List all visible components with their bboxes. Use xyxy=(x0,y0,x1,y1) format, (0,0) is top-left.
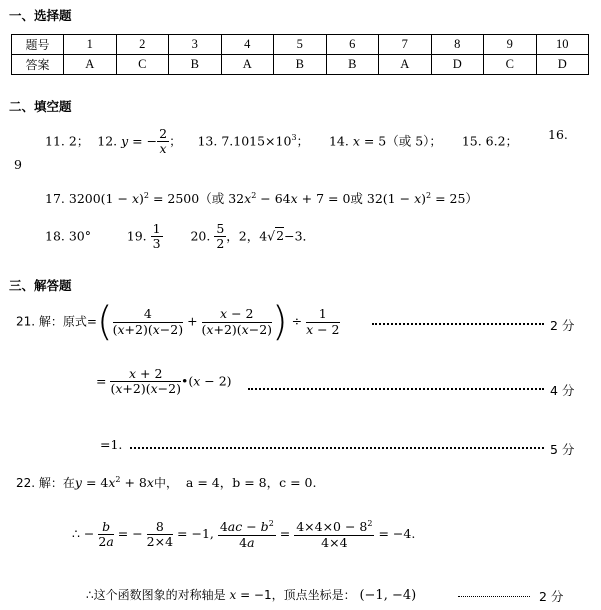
table-cell-answer: B xyxy=(169,55,222,75)
answer-q11: 11. 2； xyxy=(45,133,90,149)
q22-dotted-leader xyxy=(458,596,530,597)
table-cell-number: 1 xyxy=(64,35,117,55)
table-cell-answer: A xyxy=(64,55,117,75)
q22-params: a = 4，b = 8，c = 0. xyxy=(185,475,317,490)
q21-score-1: 2 分 xyxy=(550,318,575,333)
answer-q20-mid: ，2， xyxy=(226,228,260,244)
table-cell-number: 5 xyxy=(274,35,327,55)
q21-score-2: 4 分 xyxy=(550,383,575,398)
q22-conclusion-line: ∴这个函数图象的对称轴是 x = −1，顶点坐标是： (−1, −4) xyxy=(86,588,417,603)
q22-intro-end: 中， xyxy=(153,476,178,490)
q22-formula-line: ∴ − $\frac{b}{2a}$ = − $\frac{8}{2\times 4}$ = −1, $\frac{4ac - b^2}{4a}$ = $\frac{4\times 4\times 0 - 8^2}{4\times 4}$ = −4. xyxy=(72,518,416,550)
q21-dotted-leader-2 xyxy=(248,388,544,390)
table-cell-number: 7 xyxy=(379,35,432,55)
answer-q17-label: 17. xyxy=(45,191,65,206)
answer-table xyxy=(11,34,589,75)
table-cell-number: 6 xyxy=(326,35,379,55)
table-cell-number: 8 xyxy=(431,35,484,55)
table-cell-answer: B xyxy=(326,55,379,75)
answer-q20-end: −3． xyxy=(284,228,316,244)
answer-q18: 18. 30° xyxy=(45,228,92,244)
q21-dotted-leader-3 xyxy=(130,447,544,449)
answer-q16-value: 9 xyxy=(14,157,22,172)
table-cell-answer: C xyxy=(484,55,537,75)
answer-q20-label: 20. xyxy=(190,228,211,244)
table-cell-answer: B xyxy=(274,55,327,75)
q22-line-1: 22. 解：在$y = 4x^2 + 8x$中， a = 4，b = 8，c = 0. xyxy=(16,474,317,490)
answer-q16-label: 16. xyxy=(548,127,568,142)
section-title-solve: 三、解答题 xyxy=(9,278,72,293)
q21-intro: 21. 解：原式= xyxy=(16,314,97,329)
table-row-numbers xyxy=(12,35,589,55)
fill-line-1: 11. 2； 12. y = − $\frac{2}{x}$ ； 13. $7.1015\times 10^3$； 14. x = 5（或 5）； 15. 6.2； xyxy=(45,126,519,157)
q22-vertex-label: ，顶点坐标是： xyxy=(271,588,356,602)
fill-line-q17: 17. $3200(1 - x)^2 = 2500$（或 $32x^2 - 64x + 7 = 0$或 $32(1 - x)^2 = 25$） xyxy=(45,190,478,206)
answer-q14-alt: （或 5）； xyxy=(386,133,442,149)
table-cell-number: 3 xyxy=(169,35,222,55)
table-cell-answer: D xyxy=(431,55,484,75)
q22-intro: 22. 解：在 xyxy=(16,476,75,490)
table-cell-answer: A xyxy=(379,55,432,75)
answer-q12-label: 12. xyxy=(97,133,118,149)
q21-line-2: = $\frac{x + 2}{(x+2)(x-2)}$ •(x − 2) xyxy=(96,366,232,397)
q21-score-3: 5 分 xyxy=(550,442,575,457)
answer-q13-exponent: 3 xyxy=(291,133,297,143)
table-cell-answer: A xyxy=(221,55,274,75)
answer-q13-end: ； xyxy=(296,133,310,149)
fill-line-q18-q20: 18. 30° 19. $\frac{1}{3}$ 20. $\frac{5}{2}$ ，2，4√2−3． xyxy=(45,221,316,252)
table-row-answers xyxy=(12,55,589,75)
answer-q13: 13. 7.1015×10 xyxy=(197,133,292,149)
q22-score: 2 分 xyxy=(539,589,564,604)
table-header-answer: 答案 xyxy=(12,55,64,75)
table-cell-number: 9 xyxy=(484,35,537,55)
answer-q17-alt: （或 xyxy=(199,191,225,206)
table-cell-number: 4 xyxy=(221,35,274,55)
answer-q15: 15. 6.2； xyxy=(461,133,519,149)
q21-line-1: 21. 解：原式=( $\frac{4}{(x+2)(x-2)}$ + $\frac{x - 2}{(x+2)(x-2)}$ ) ÷ $\frac{1}{x - 2}$ xyxy=(16,299,340,345)
q21-dotted-leader-1 xyxy=(372,323,544,325)
section-title-choice: 一、选择题 xyxy=(9,8,72,23)
q22-vertex: (−1, −4) xyxy=(359,588,417,603)
q22-conclusion: ∴这个函数图象的对称轴是 xyxy=(86,588,226,602)
table-cell-answer: D xyxy=(536,55,589,75)
answer-q19-label: 19. xyxy=(126,228,147,244)
q21-result: =1. xyxy=(100,437,123,452)
table-header-number: 题号 xyxy=(12,35,64,55)
table-cell-number: 2 xyxy=(116,35,169,55)
table-cell-number: 10 xyxy=(536,35,589,55)
section-title-fill: 二、填空题 xyxy=(9,99,72,114)
answer-q14-label: 14. xyxy=(328,133,349,149)
table-cell-answer: C xyxy=(116,55,169,75)
